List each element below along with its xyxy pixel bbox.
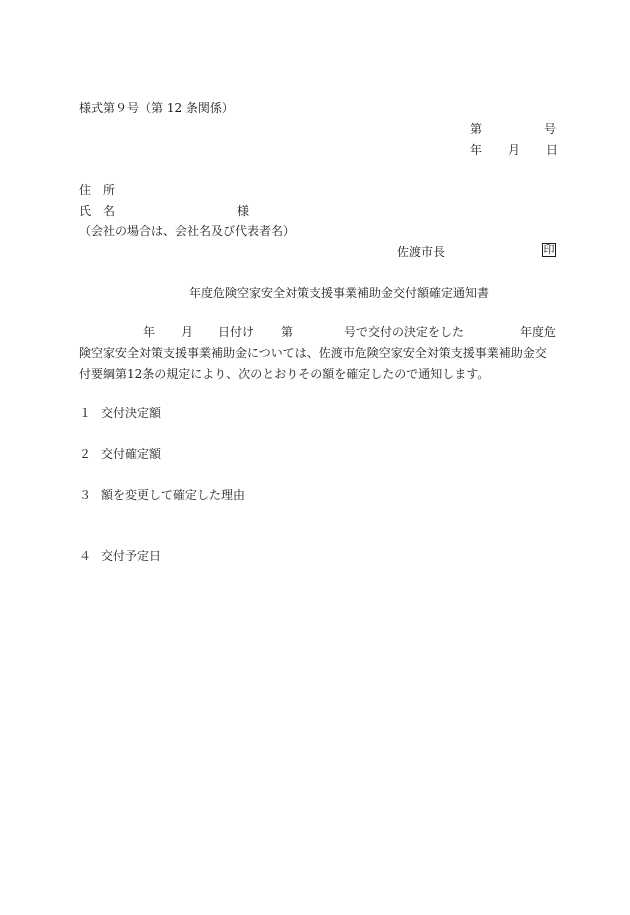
item-label: 交付決定額	[101, 406, 162, 420]
item-label: 交付予定日	[101, 549, 162, 563]
document-title: 年度危険空家安全対策支援事業補助金交付額確定通知書	[189, 286, 490, 300]
doc-number-suffix: 号	[544, 122, 557, 136]
body-month: 月	[181, 325, 194, 339]
issuer-name: 佐渡市長	[397, 245, 446, 259]
body-date-suffix: 日付け	[218, 325, 255, 339]
list-item	[79, 447, 161, 461]
item-number: ３	[79, 488, 92, 502]
honorific: 様	[237, 204, 250, 218]
list-item	[79, 406, 161, 420]
item-number: １	[79, 406, 92, 420]
item-number: ２	[79, 447, 92, 461]
body-line-3: 付要綱第12条の規定により、次のとおりその額を確定したので通知します。	[79, 367, 490, 381]
body-number-prefix: 第	[281, 325, 294, 339]
list-item	[79, 488, 245, 502]
body-year: 年	[143, 325, 156, 339]
item-label: 交付確定額	[101, 447, 162, 461]
seal-icon: 印	[543, 243, 555, 256]
address-label: 住 所	[79, 183, 116, 197]
company-note: （会社の場合は、会社名及び代表者名）	[79, 224, 296, 238]
date-year-label: 年	[470, 143, 483, 157]
name-label: 氏 名	[79, 204, 116, 218]
body-decision-text: 号で交付の決定をした	[344, 325, 465, 339]
form-number: 様式第９号（第 12 条関係）	[79, 101, 234, 115]
date-month-label: 月	[508, 143, 521, 157]
doc-number-prefix: 第	[470, 122, 483, 136]
item-number: ４	[79, 549, 92, 563]
item-label: 額を変更して確定した理由	[101, 488, 246, 502]
body-line-2: 険空家安全対策支援事業補助金については、佐渡市危険空家安全対策支援事業補助金交	[79, 346, 547, 360]
body-fiscal-year: 年度危	[520, 325, 557, 339]
list-item	[79, 549, 161, 563]
date-day-label: 日	[546, 143, 559, 157]
